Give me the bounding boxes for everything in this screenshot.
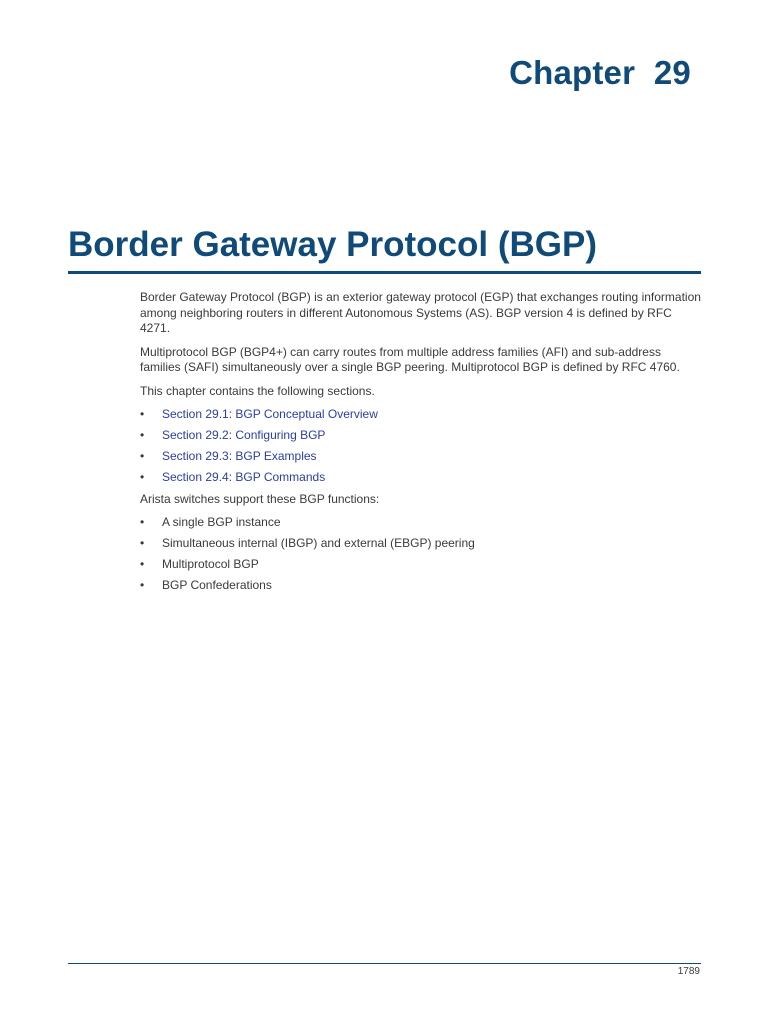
bullet-icon: • [140, 536, 145, 550]
function-label: BGP Confederations [162, 578, 272, 592]
bullet-icon: • [140, 407, 145, 421]
functions-intro: Arista switches support these BGP functions: [140, 491, 380, 506]
footer-rule [68, 963, 701, 964]
section-link-29-3[interactable]: Section 29.3: BGP Examples [162, 449, 317, 463]
bullet-icon: • [140, 449, 145, 463]
page-number: 1789 [677, 966, 700, 977]
function-list [140, 515, 702, 594]
intro-paragraph-1: Border Gateway Protocol (BGP) is an exterior gateway protocol (EGP) that exchanges routing information among neighboring routers in different Autonomous Systems (AS). BGP version 4 is defined by RFC 4271. [140, 290, 701, 335]
function-list-item [140, 578, 702, 594]
section-link-29-4[interactable]: Section 29.4: BGP Commands [162, 470, 326, 484]
bullet-icon: • [140, 515, 145, 529]
section-list-item [140, 407, 702, 423]
page-title: Border Gateway Protocol (BGP) [68, 225, 597, 264]
chapter-content [140, 290, 702, 600]
function-list-item [140, 515, 702, 531]
section-list-item [140, 428, 702, 444]
bullet-icon: • [140, 470, 145, 484]
function-label: Multiprotocol BGP [162, 557, 259, 571]
function-list-item [140, 557, 702, 573]
title-rule [68, 271, 701, 274]
function-label: A single BGP instance [162, 515, 281, 529]
section-list [140, 407, 702, 486]
sections-intro: This chapter contains the following sections. [140, 383, 375, 398]
function-label: Simultaneous internal (IBGP) and external (EBGP) peering [162, 536, 475, 550]
bullet-icon: • [140, 557, 145, 571]
section-list-item [140, 470, 702, 486]
bullet-icon: • [140, 428, 145, 442]
section-link-29-2[interactable]: Section 29.2: Configuring BGP [162, 428, 326, 442]
chapter-heading: Chapter 29 [509, 54, 691, 91]
section-link-29-1[interactable]: Section 29.1: BGP Conceptual Overview [162, 407, 378, 421]
section-list-item [140, 449, 702, 465]
bullet-icon: • [140, 578, 145, 592]
intro-paragraph-2: Multiprotocol BGP (BGP4+) can carry routes from multiple address families (AFI) and sub-address families (SAFI) simultaneously over a single BGP peering. Multiprotocol BGP is defined by RFC 4760. [140, 344, 680, 374]
function-list-item [140, 536, 702, 552]
